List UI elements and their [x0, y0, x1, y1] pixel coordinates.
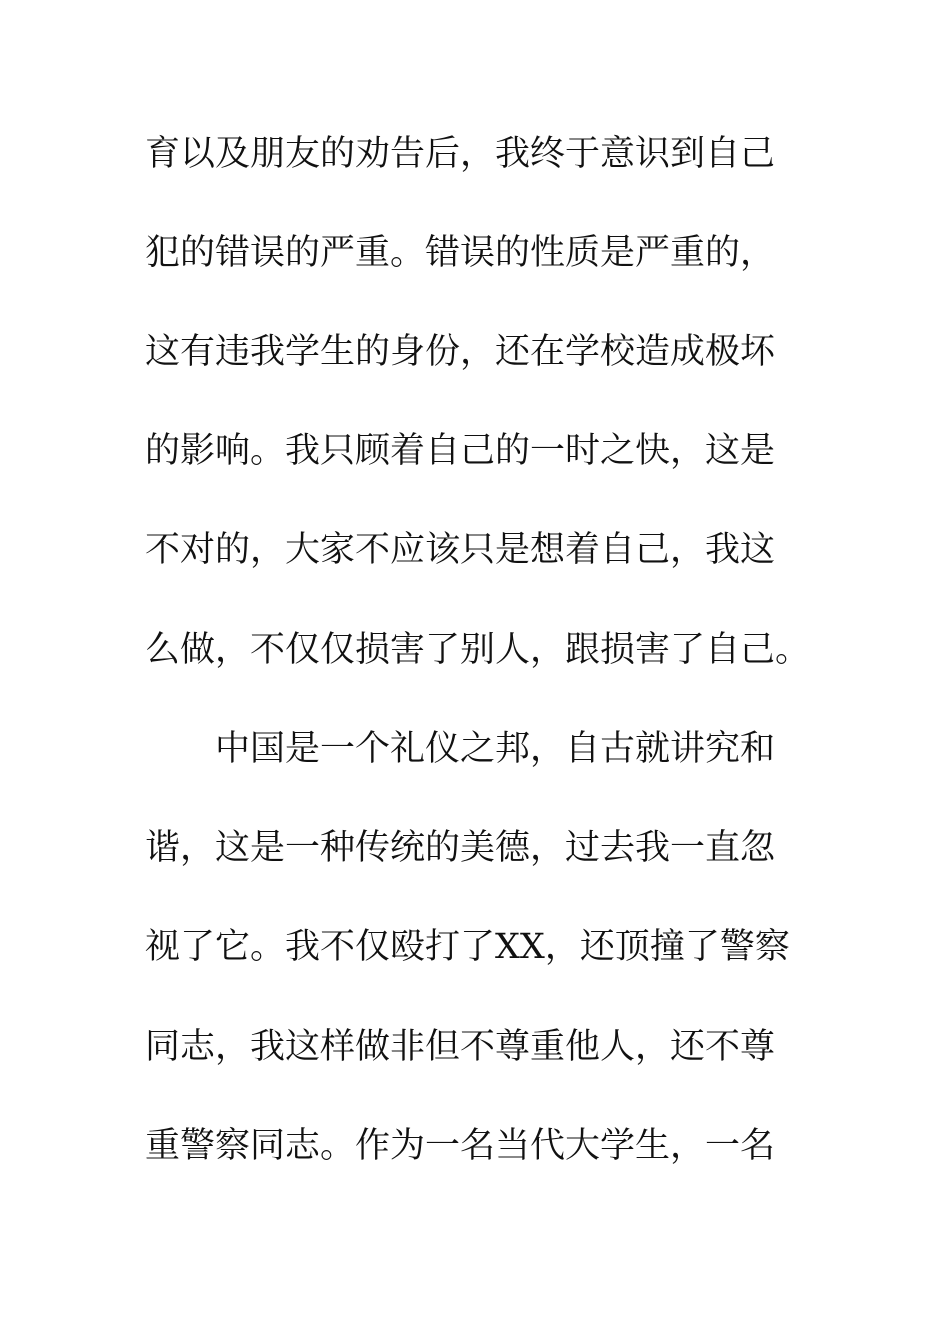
text-line: 谐，这是一种传统的美德，过去我一直忽 — [145, 828, 776, 868]
text-line: 这有违我学生的身份，还在学校造成极坏 — [145, 332, 776, 372]
text-line: 同志，我这样做非但不尊重他人，还不尊 — [145, 1027, 776, 1067]
text-line: 不对的，大家不应该只是想着自己，我这 — [145, 530, 776, 570]
text-line: 的影响。我只顾着自己的一时之快，这是 — [145, 431, 776, 471]
text-line: 视了它。我不仅殴打了XX，还顶撞了警察 — [145, 927, 790, 967]
text-line: 育以及朋友的劝告后，我终于意识到自己 — [145, 134, 776, 174]
text-line: 么做，不仅仅损害了别人，跟损害了自己。 — [145, 630, 811, 670]
text-line: 重警察同志。作为一名当代大学生，一名 — [145, 1126, 776, 1166]
text-line: 犯的错误的严重。错误的性质是严重的， — [145, 233, 776, 273]
paragraph-first-line: 中国是一个礼仪之邦，自古就讲究和 — [215, 729, 776, 769]
